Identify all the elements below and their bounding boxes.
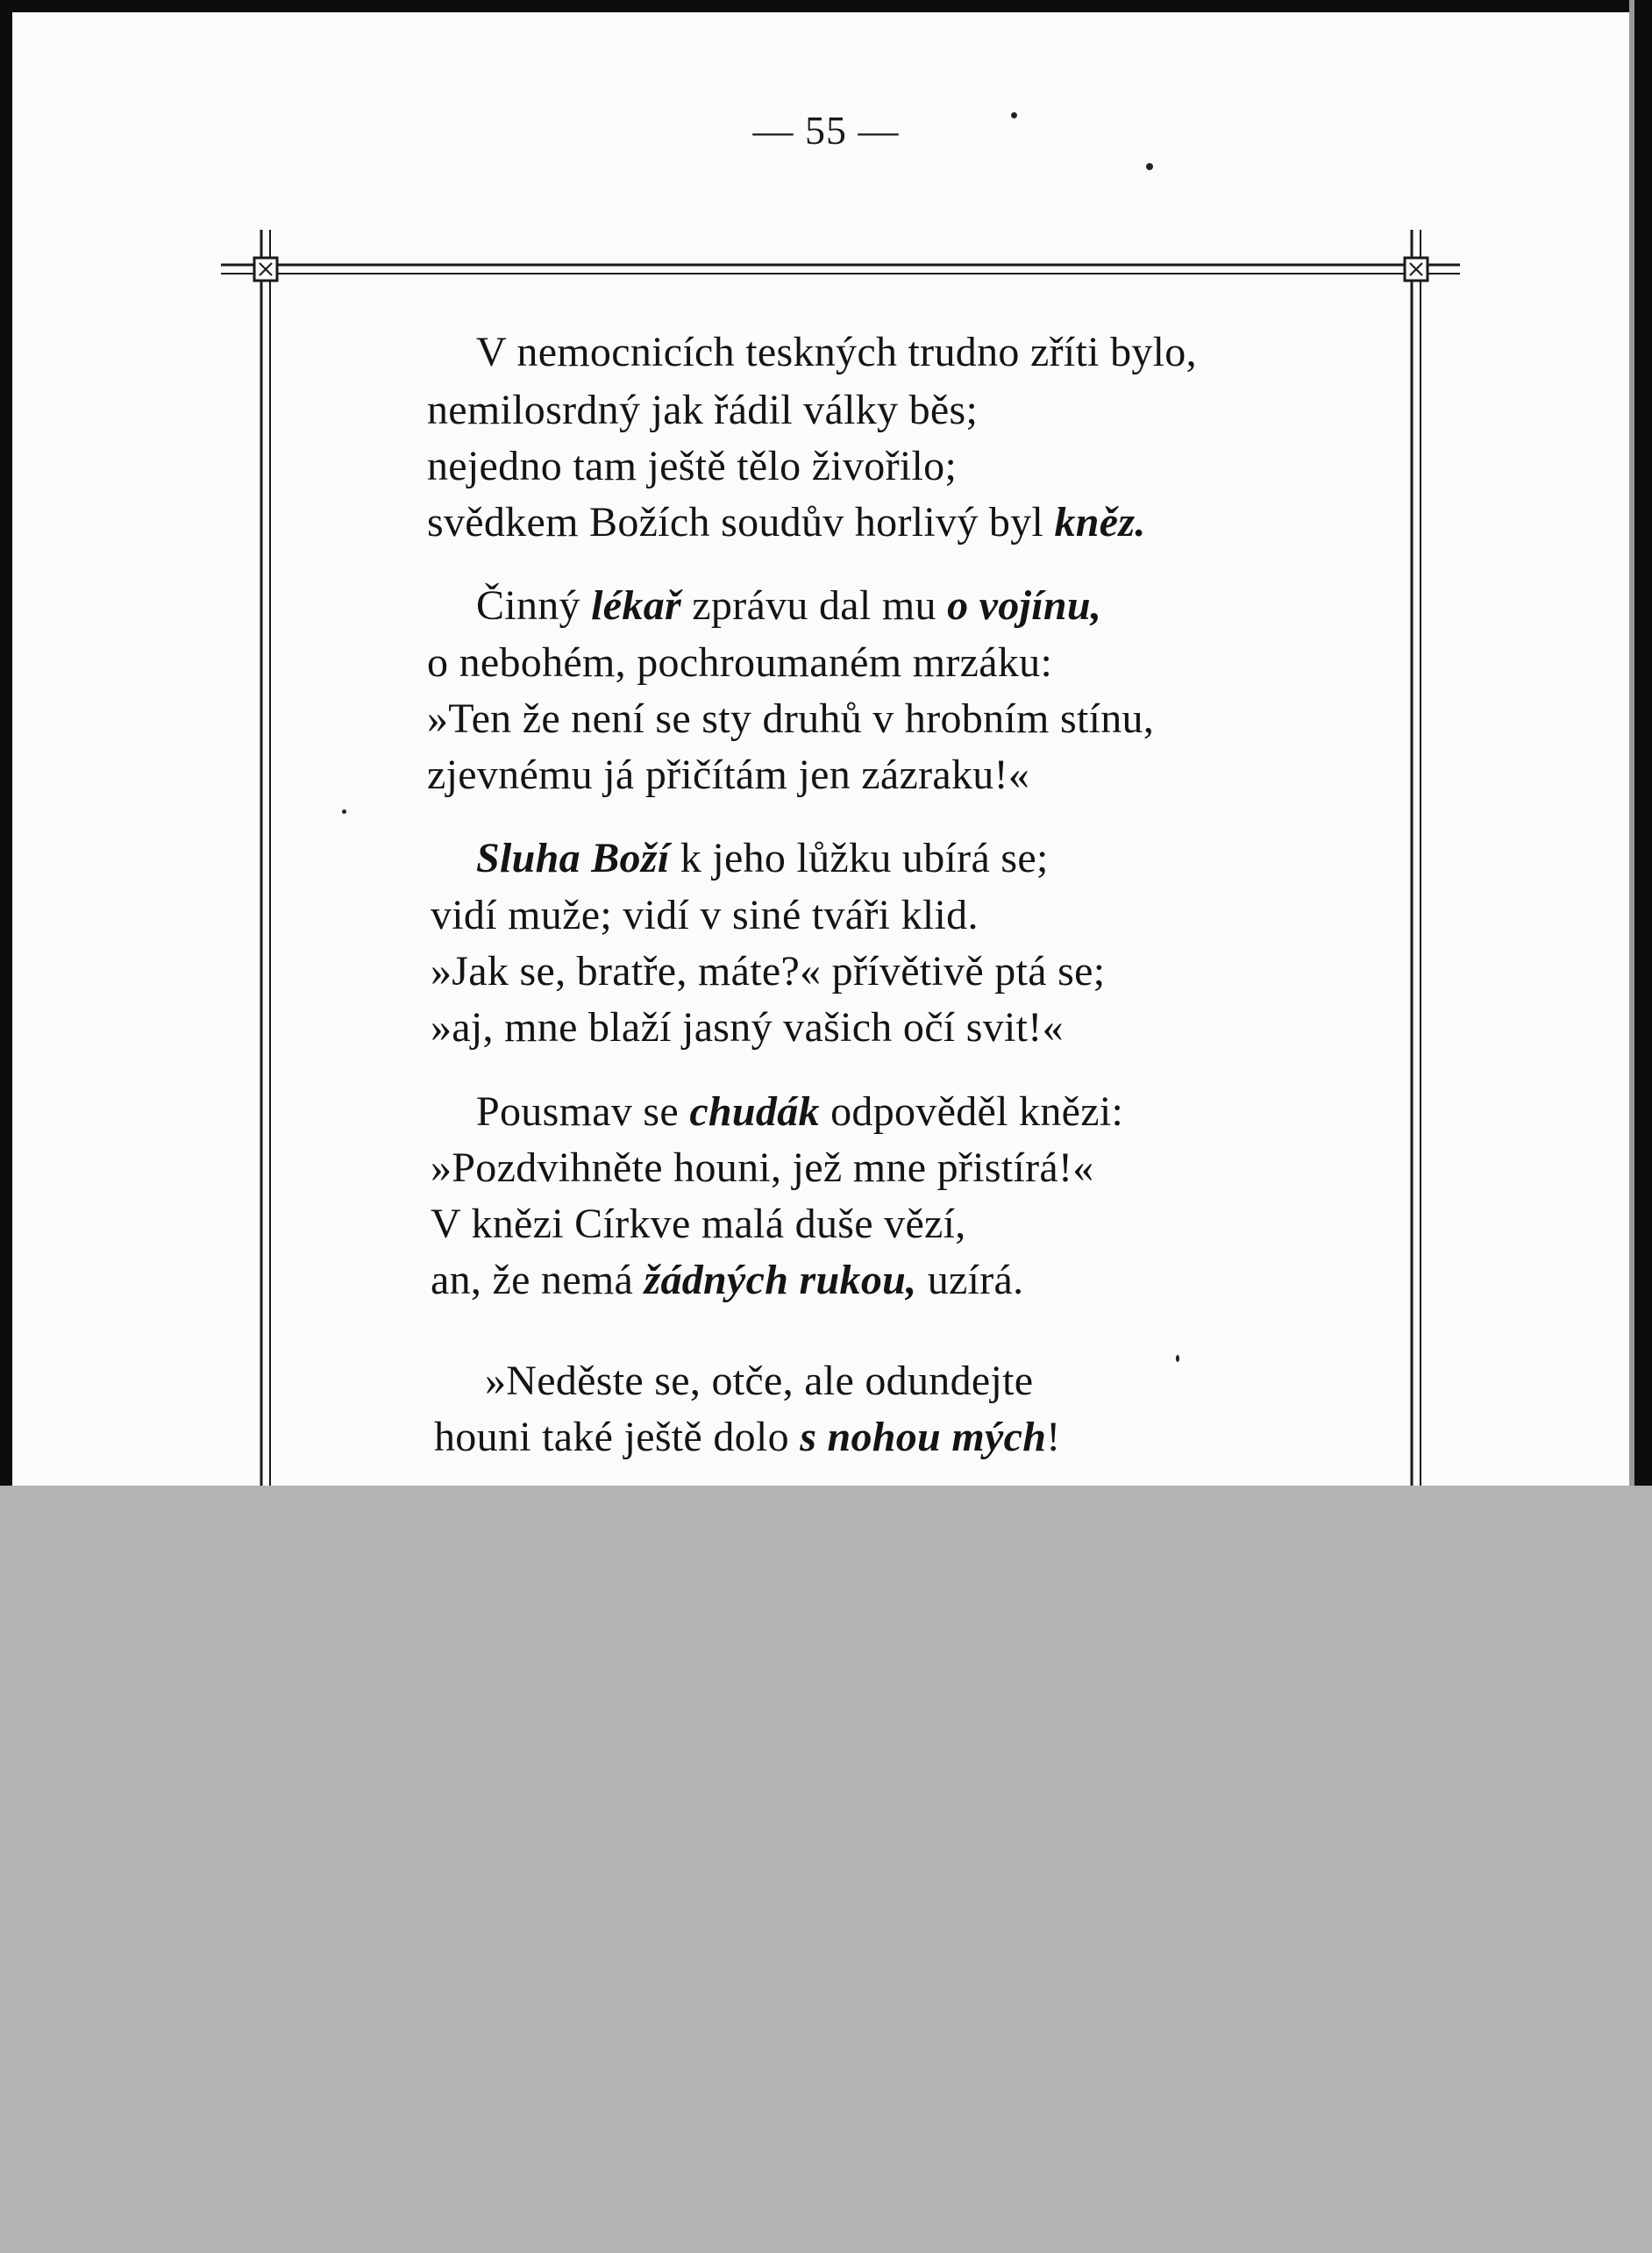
verse-line: [431, 1004, 1064, 1051]
verse-text: V nemocnicích teskných trudno zříti bylo,: [476, 329, 1197, 375]
verse-line: [476, 329, 1197, 375]
verse-text: »Neděste se, otče, ale odundejte: [485, 1358, 1034, 1404]
verse-line: [431, 892, 979, 938]
verse-text: V knězi Církve malá duše vězí,: [431, 1201, 966, 1247]
emphasized-text: Sluha Boží: [476, 835, 670, 881]
verse-text: an, že nemá: [431, 1257, 644, 1303]
verse-line: [485, 1360, 1033, 1402]
verse-text: »Ten že není se sty druhů v hrobním stínu,: [427, 695, 1155, 742]
verse-text: vidí muže; vidí v siné tváři klid.: [431, 892, 979, 938]
verse-text: zprávu dal mu: [680, 582, 948, 629]
verse-text: uzírá.: [916, 1257, 1024, 1303]
verse-line: [431, 948, 1106, 995]
verse-text: Pousmav se: [476, 1088, 690, 1135]
ink-speck: [1146, 163, 1153, 170]
verse-line: [427, 443, 958, 489]
verse-line: [476, 582, 1102, 629]
verse-line: [431, 1203, 966, 1245]
verse-text: »Jak se, bratře, máte?« přívětivě ptá se;: [431, 948, 1106, 995]
verse-text: o nebohém, pochroumaném mrzáku:: [427, 639, 1053, 686]
verse-text: »aj, mne blaží jasný vašich očí svit!«: [431, 1004, 1064, 1051]
ink-speck: [342, 809, 346, 814]
ink-speck: [1011, 112, 1017, 118]
verse-line: [427, 499, 1146, 545]
verse-line: [427, 389, 978, 431]
emphasized-text: lékař: [591, 582, 681, 629]
verse-text: k jeho lůžku ubírá se;: [669, 835, 1049, 881]
verse-line: [434, 1416, 1061, 1458]
verse-line: [427, 695, 1155, 742]
emphasized-text: žádných rukou,: [644, 1257, 917, 1303]
verse-text: svědkem Božích soudův horlivý byl: [427, 499, 1055, 545]
verse-line: [476, 835, 1049, 881]
verse-text: odpověděl knězi:: [819, 1088, 1124, 1135]
verse-text: Činný: [476, 582, 592, 629]
verse-text: »Pozdvihněte houni, jež mne přistírá!«: [431, 1144, 1094, 1191]
emphasized-text: s nohou mých: [800, 1414, 1047, 1460]
emphasized-text: kněz.: [1054, 499, 1146, 545]
verse-line: [431, 1259, 1023, 1301]
emphasized-text: o vojínu,: [947, 582, 1102, 629]
verse-text: nemilosrdný jak řádil války běs;: [427, 387, 979, 433]
verse-line: [427, 639, 1053, 686]
verse-text: zjevnému já přičítám jen zázraku!«: [427, 752, 1030, 798]
verse-text: houni také ještě dolo: [434, 1414, 801, 1460]
verse-line: [427, 754, 1029, 796]
page-number: — 55 —: [752, 108, 900, 153]
verse-text: nejedno tam ještě tělo živořilo;: [427, 443, 958, 489]
verse-line: [476, 1088, 1124, 1135]
emphasized-text: chudák: [689, 1088, 820, 1135]
verse-text: !: [1046, 1414, 1061, 1460]
ink-speck: [1176, 1355, 1179, 1362]
verse-line: [431, 1144, 1094, 1191]
